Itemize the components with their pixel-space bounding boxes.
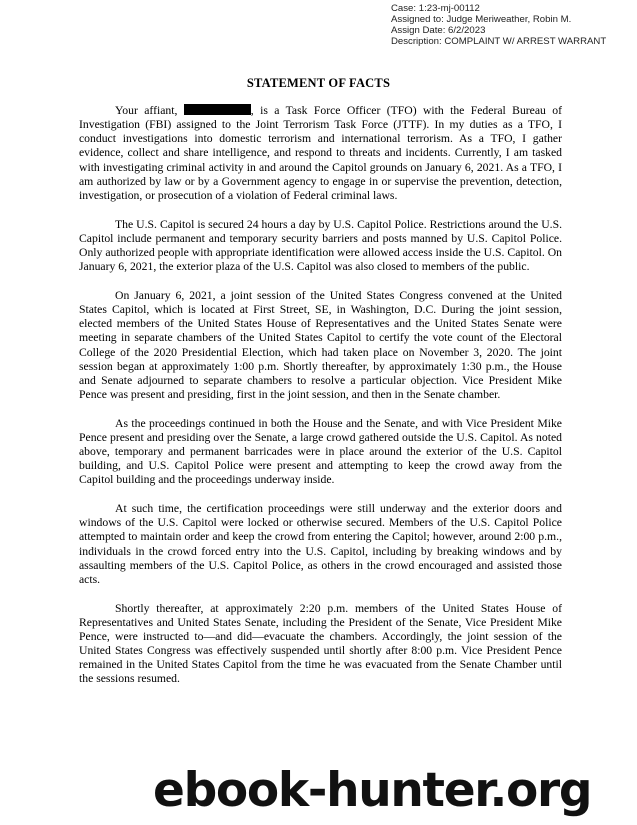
paragraph-affiant bbox=[79, 104, 562, 203]
assigned-judge: Assigned to: Judge Meriweather, Robin M. bbox=[391, 14, 572, 25]
redaction-block bbox=[184, 104, 251, 115]
case-number: Case: 1:23-mj-00112 bbox=[391, 3, 480, 14]
document-title: STATEMENT OF FACTS bbox=[246, 76, 391, 90]
case-header bbox=[391, 3, 631, 47]
paragraph-capitol-security: The U.S. Capitol is secured 24 hours a day by U.S. Capitol Police. Restrictions around the U.S. Capitol include permanent and temporary security barriers and posts manned by U.S. Capitol Police. Only authorized people with appropriate identification were allowed access inside the U.S. Capitol. On January 6, 2021, the exterior plaza of the U.S. Capitol was also closed to members of the public. bbox=[79, 217, 562, 274]
paragraph-forced-entry: At such time, the certification proceedings were still underway and the exterior doors and windows of the U.S. Capitol were locked or otherwise secured. Members of the U.S. Capitol Police attempted to maintain order and keep the crowd from entering the Capitol; however, around 2:00 p.m., individuals in the crowd forced entry into the U.S. Capitol, including by breaking windows and by assaulting members of the U.S. Capitol Police, as others in the crowd encouraged and assisted those acts. bbox=[79, 502, 562, 586]
paragraph-text: , is a Task Force Officer (TFO) with the Federal Bureau of Investigation (FBI) assigned to the Joint Terrorism Task Force (JTTF). In my duties as a TFO, I conduct investigations into domestic terrorism and international terrorism. As a TFO, I gather evidence, collect and share intelligence, and respond to threats and incidents. Currently, I am tasked with investigating criminal activity in and around the Capitol grounds on January 6, 2021. As a TFO, I am authorized by law or by a Government agency to engage in or supervise the prevention, detection, investigation, or prosecution of a violation of Federal criminal laws. bbox=[79, 104, 563, 202]
assign-date: Assign Date: 6/2/2023 bbox=[391, 25, 486, 36]
paragraph-evacuation: Shortly thereafter, at approximately 2:20 p.m. members of the United States House of Representatives and United States Senate, including the President of the Senate, Vice President Mike Pence, were instructed to—and did—evacuate the chambers. Accordingly, the joint session of the United States Congress was effectively suspended until shortly after 8:00 p.m. Vice President Pence remained in the United States Capitol from the time he was evacuated from the Senate Chamber until the sessions resumed. bbox=[79, 601, 562, 686]
watermark-text: ebook-hunter.org bbox=[153, 763, 592, 818]
paragraph-text: Your affiant, bbox=[115, 104, 178, 117]
document-body bbox=[79, 104, 562, 701]
paragraph-crowd: As the proceedings continued in both the House and the Senate, and with Vice President Mike Pence present and presiding over the Senate, a large crowd gathered outside the U.S. Capitol. As noted above, temporary and permanent barricades were in place around the exterior of the U.S. Capitol building, and U.S. Capitol Police were present and attempting to keep the crowd away from the Capitol building and the proceedings underway inside. bbox=[79, 416, 562, 487]
case-description: Description: COMPLAINT W/ ARREST WARRANT bbox=[391, 36, 607, 47]
paragraph-joint-session: On January 6, 2021, a joint session of the United States Congress convened at the United States Capitol, which is located at First Street, SE, in Washington, D.C. During the joint session, elected members of the United States House of Representatives and the United States Senate were meeting in separate chambers of the United States Capitol to certify the vote count of the Electoral College of the 2020 Presidential Election, which had taken place on November 3, 2020. The joint session began at approximately 1:00 p.m. Shortly thereafter, by approximately 1:30 p.m., the House and Senate adjourned to separate chambers to resolve a particular objection. Vice President Mike Pence was present and presiding, first in the joint session, and then in the Senate chamber. bbox=[79, 288, 562, 401]
